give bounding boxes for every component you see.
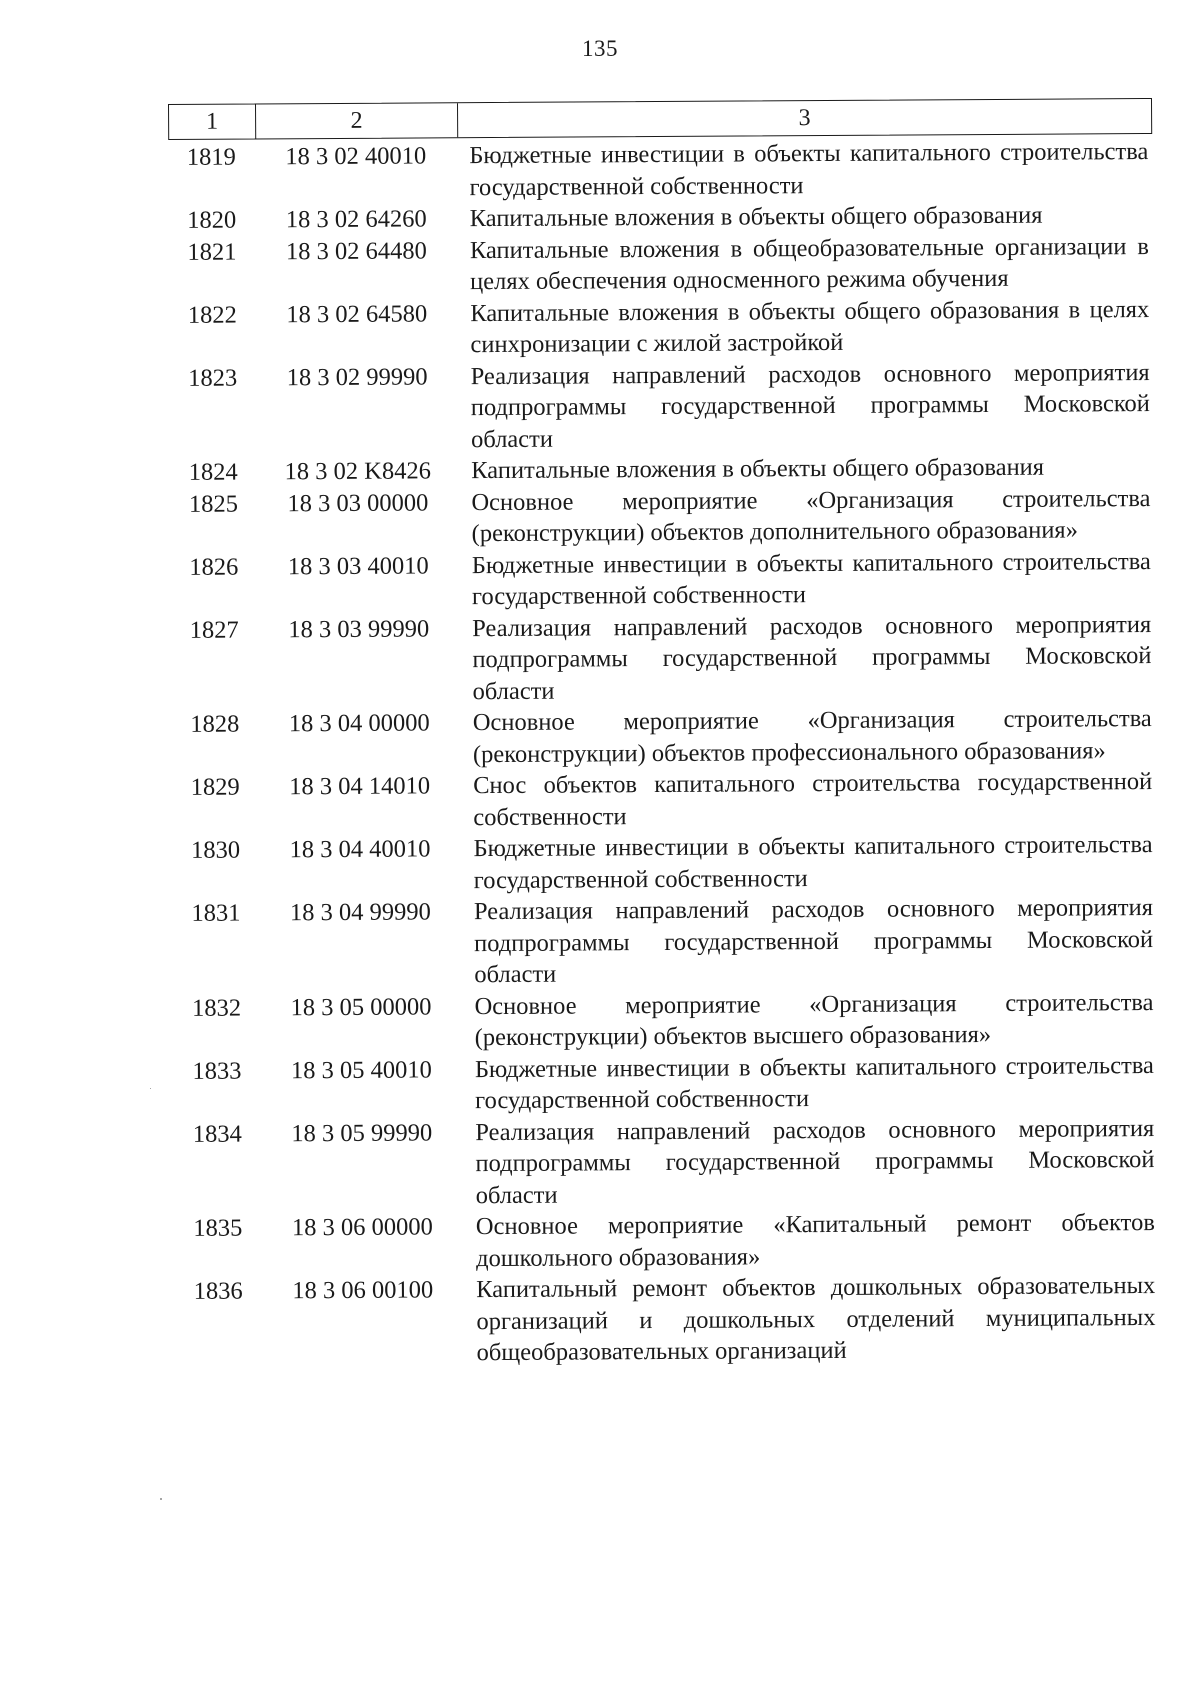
row-number: 1821: [187, 238, 237, 266]
table-header: [168, 98, 1152, 140]
row-number: 1833: [192, 1057, 242, 1085]
budget-code: 18 3 02 K8426: [284, 457, 431, 486]
table-row: [175, 1207, 1159, 1276]
budget-code: 18 3 03 40010: [287, 551, 429, 580]
expense-description: Основное мероприятие «Организация строительства (реконструкции) объектов дополнительного образования»: [471, 484, 1151, 548]
row-number: 1834: [192, 1120, 242, 1148]
table-row: [173, 986, 1157, 1055]
table-row: [172, 703, 1156, 772]
budget-code: 18 3 03 99990: [288, 614, 430, 643]
budget-code: 18 3 06 00100: [292, 1276, 434, 1305]
budget-code: 18 3 02 40010: [285, 142, 427, 171]
row-number: 1825: [188, 490, 239, 518]
expense-description: Капитальный ремонт объектов дошкольных образовательных организаций и дошкольных отделений муниципальных общеобразовательных организаций: [476, 1271, 1156, 1367]
table-row: [171, 608, 1156, 709]
table-row: [174, 1049, 1158, 1118]
budget-code: 18 3 03 00000: [287, 488, 429, 517]
table-row: [170, 356, 1155, 457]
expense-description: Основное мероприятие «Капитальный ремонт объектов дошкольного образования»: [475, 1208, 1155, 1272]
expense-description: Бюджетные инвестиции в объекты капитального строительства государственной собственности: [471, 547, 1151, 611]
expense-description: Снос объектов капитального строительства государственной собственности: [473, 768, 1153, 831]
budget-code: 18 3 05 00000: [290, 992, 432, 1021]
budget-code: 18 3 04 99990: [289, 898, 431, 927]
row-number: 1835: [193, 1214, 243, 1242]
header-col-3: 3: [798, 105, 811, 132]
expense-description: Бюджетные инвестиции в объекты капитального строительства государственной собственности: [469, 138, 1149, 201]
expense-description: Капитальные вложения в объекты общего образования в целях синхронизации с жилой застройкой: [470, 295, 1150, 359]
budget-code: 18 3 02 64480: [285, 236, 427, 265]
row-number: 1824: [188, 458, 238, 486]
budget-code: 18 3 05 40010: [290, 1055, 432, 1084]
table-body: [168, 134, 1159, 1370]
row-number: 1836: [193, 1277, 243, 1305]
budget-code: 18 3 04 14010: [289, 772, 431, 801]
scan-speck: [150, 1088, 151, 1089]
row-number: 1830: [190, 836, 241, 864]
header-col-2: 2: [256, 103, 458, 138]
table-row: [168, 136, 1152, 205]
expense-description: Основное мероприятие «Организация строительства (реконструкции) объектов высшего образования»: [474, 988, 1154, 1052]
table-row: [172, 766, 1156, 835]
page-number: 135: [582, 36, 618, 61]
expense-description: Реализация направлений расходов основного мероприятия подпрограммы государственной программы Московской области: [470, 358, 1150, 453]
expense-description: Капитальные вложения в объекты общего образования: [471, 453, 1045, 485]
budget-code: 18 3 06 00000: [291, 1213, 433, 1242]
budget-code: 18 3 02 64580: [286, 299, 428, 328]
expense-description: Реализация направлений расходов основного мероприятия подпрограммы государственной программы Московской области: [473, 893, 1154, 989]
row-number: 1820: [187, 206, 237, 234]
table-row: [171, 545, 1155, 614]
row-number: 1829: [190, 773, 240, 801]
row-number: 1822: [187, 301, 237, 329]
table-row: [169, 293, 1153, 362]
table-row: [169, 230, 1153, 299]
expense-description: Капитальные вложения в общеобразовательные организации в целях обеспечения односменного режима обучения: [469, 232, 1149, 296]
table-row: [175, 1270, 1160, 1371]
row-number: 1819: [186, 143, 236, 171]
budget-code: 18 3 02 64260: [285, 205, 427, 234]
table-row: [170, 482, 1154, 551]
scan-speck: [160, 1498, 162, 1500]
expense-description: Основное мероприятие «Организация строительства (реконструкции) объектов профессионального образования»: [472, 705, 1152, 768]
budget-code: 18 3 04 40010: [289, 835, 431, 864]
budget-code: 18 3 04 00000: [288, 709, 430, 738]
row-number: 1832: [191, 994, 242, 1022]
table-row: [172, 829, 1156, 898]
expense-description: Реализация направлений расходов основного мероприятия подпрограммы государственной программы Московской области: [475, 1114, 1155, 1209]
header-col-1: 1: [169, 104, 256, 139]
row-number: 1827: [189, 616, 239, 644]
table-row: [174, 1112, 1159, 1213]
table-row: [173, 892, 1158, 993]
budget-code: 18 3 05 99990: [291, 1118, 433, 1147]
expense-description: Бюджетные инвестиции в объекты капитального строительства государственной собственности: [473, 830, 1153, 894]
budget-classification-table: [168, 98, 1160, 1370]
row-number: 1828: [190, 710, 240, 738]
expense-description: Реализация направлений расходов основного мероприятия подпрограммы государственной программы Московской области: [472, 610, 1152, 705]
expense-description: Капитальные вложения в объекты общего образования: [469, 201, 1043, 233]
row-number: 1831: [191, 899, 241, 927]
row-number: 1823: [188, 364, 238, 392]
row-number: 1826: [189, 553, 239, 581]
expense-description: Бюджетные инвестиции в объекты капитального строительства государственной собственности: [474, 1051, 1154, 1115]
budget-code: 18 3 02 99990: [286, 362, 428, 391]
